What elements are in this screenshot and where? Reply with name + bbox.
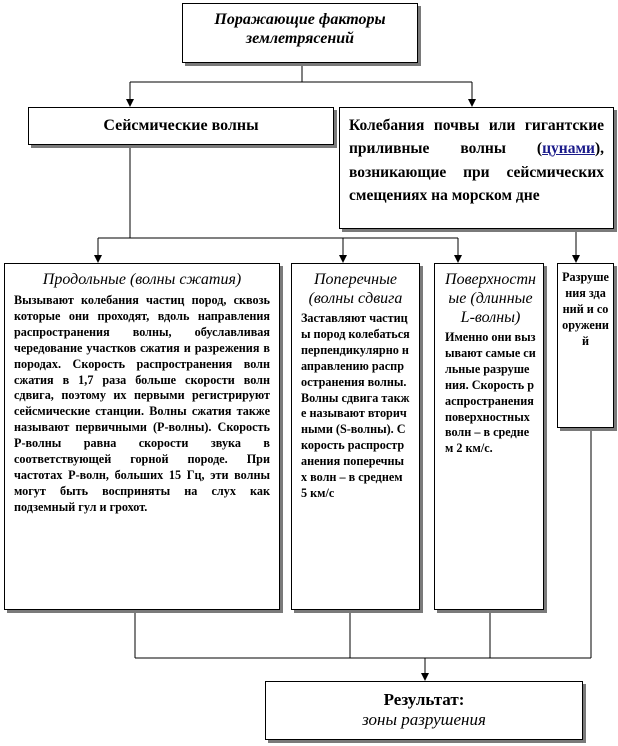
tsunami-link[interactable]: цунами [542,140,595,158]
result-title: Результат: [383,690,465,709]
surface-waves-heading: Поверхностные (длинные L-волны) [445,271,536,326]
transverse-waves-heading: Поперечные (волны сдвига [308,271,403,307]
sea-oscillations-node [339,107,614,229]
transverse-waves-body: Заставляют частицы пород колебаться перпендикулярно направлению распространения волны. Волны сдвига также называют вторичными (S-волны). Скорость распространения поперечных волн – в среднем 5 км/с [301,311,410,500]
surface-waves-node [434,263,544,610]
result-node [265,681,583,740]
longitudinal-waves-heading: Продольные (волны сжатия) [42,271,242,288]
root-title-line2: землетрясений [245,30,355,47]
root-title-line1: Поражающие факторы [214,11,386,28]
destruction-text: Разрушения зданий и сооружений [562,270,609,348]
root-node [182,3,418,63]
transverse-waves-node [291,263,420,610]
seismic-waves-label: Сейсмические волны [103,117,259,134]
destruction-node [557,263,614,428]
longitudinal-waves-body: Вызывают колебания частиц пород, сквозь которые они проходят, вдоль направления распространения волны, обуславливая чередование участков сжатия и разрежения в породах. Скорость распространения волн сжатия в 1,7 раза больше скорости волн сдвига, поэтому их первыми регистрируют сейсмические станции. Волны сжатия также называют первичными (Р-волны). Скорость Р-волны равна скорости звука в соответствующей горной породе. При частотах Р-волн, больших 15 Гц, эти волны могут быть восприняты на слух как подземный гул и грохот. [14,293,270,514]
seismic-waves-node [28,107,334,145]
surface-waves-body: Именно они вызывают самые сильные разрушения. Скорость распространения поверхностных волн – в среднем 2 км/с. [445,330,536,456]
longitudinal-waves-node [4,263,280,610]
sea-oscillations-text-before: Колебания почвы или гигантские приливные волны ( [349,117,604,158]
sea-oscillations-text-after: ), возникающие при сейсмических смещениях на морском дне [349,140,604,205]
result-subtitle: зоны разрушения [362,710,486,729]
